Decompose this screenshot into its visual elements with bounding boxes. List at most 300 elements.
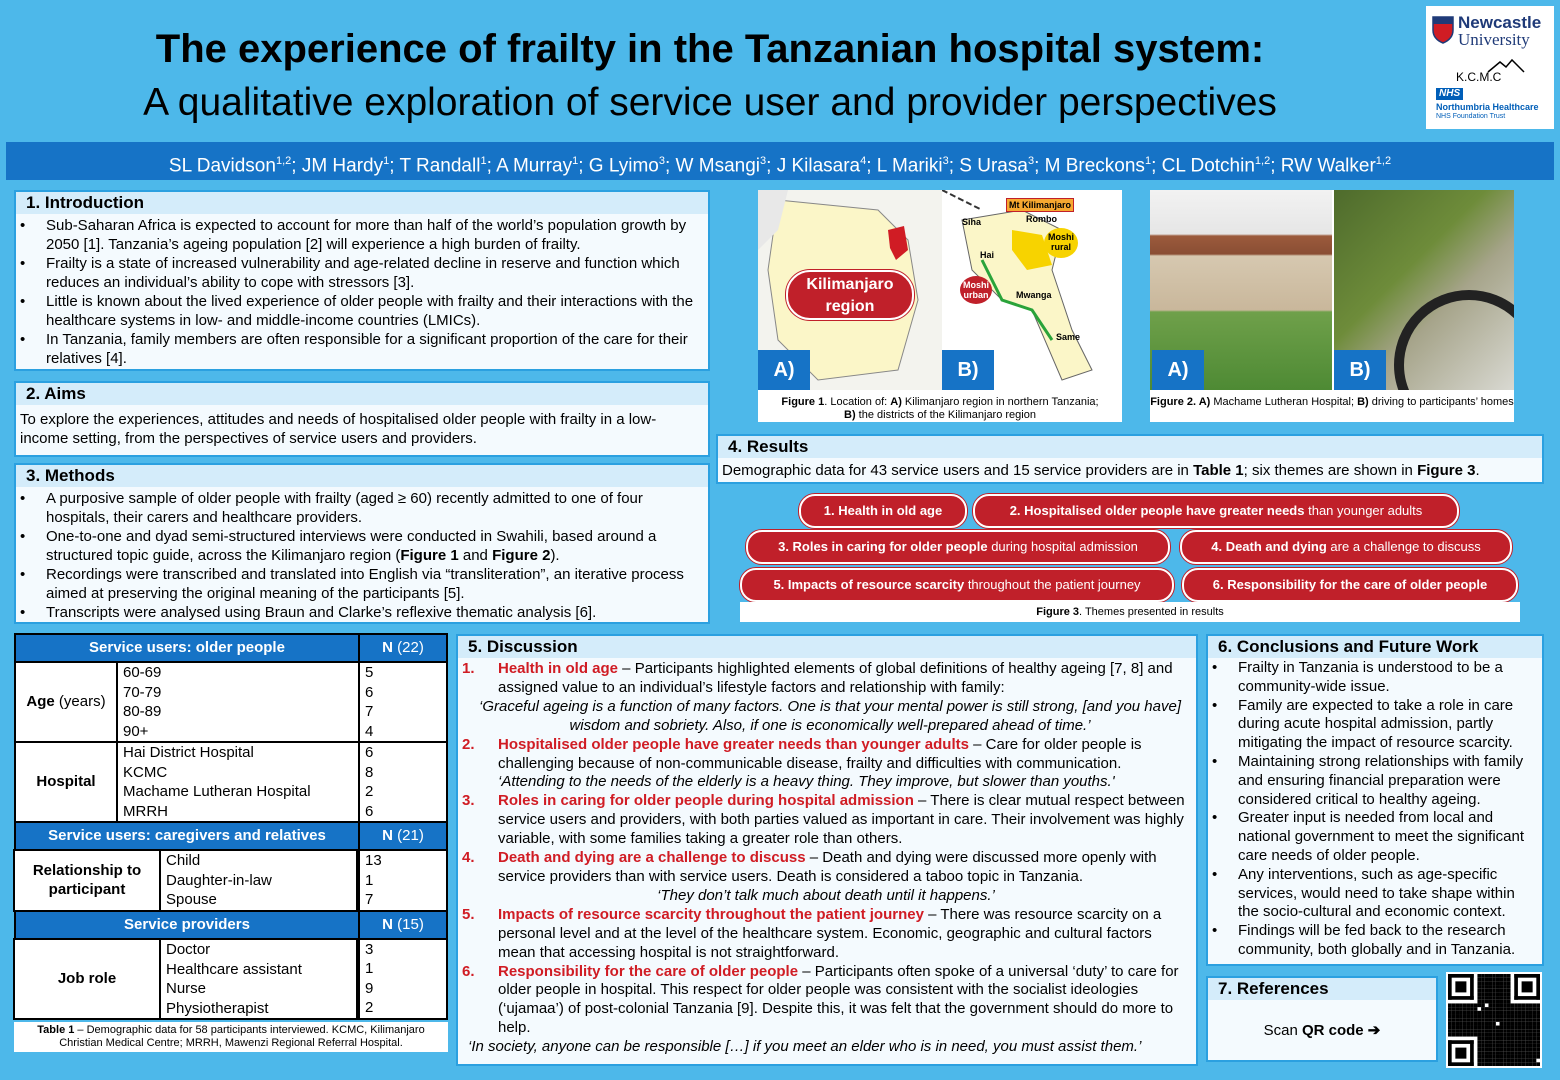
qr-module (1514, 1048, 1518, 1052)
qr-module (1481, 1040, 1485, 1044)
qr-module (1507, 1007, 1511, 1011)
qr-module (1455, 1029, 1459, 1033)
qr-module (1500, 1014, 1504, 1018)
qr-module (1477, 985, 1481, 989)
qr-module (1481, 1044, 1485, 1048)
qr-module (1503, 1044, 1507, 1048)
discussion-text: – Death and dying were discussed more openly with service providers than with service users. Death is considered a taboo topic in Tanzania. (498, 849, 1157, 885)
qr-module (1466, 1018, 1470, 1022)
qr-module (1481, 1003, 1485, 1007)
qr-module (1533, 1011, 1537, 1015)
qr-module (1485, 1040, 1489, 1044)
qr-module (1529, 1029, 1533, 1033)
qr-module (1488, 1018, 1492, 1022)
qr-module (1518, 1040, 1522, 1044)
qr-module (1477, 981, 1481, 985)
relationship-count: 13 (365, 852, 382, 869)
qr-module (1536, 1026, 1540, 1030)
qr-module (1459, 1029, 1463, 1033)
qr-module (1477, 1003, 1481, 1007)
qr-module (1525, 1037, 1529, 1041)
author-affiliation: 4 (860, 155, 867, 167)
qr-module (1529, 1040, 1533, 1044)
discussion-text: – There is clear mutual respect between service users and providers, with both parties valued as important in care. Their involvement was highly variable, with some families taking a greater role than others. (498, 792, 1185, 848)
qr-module (1529, 1026, 1533, 1030)
qr-module (1529, 1007, 1533, 1011)
qr-module (1500, 1037, 1504, 1041)
qr-module (1455, 1048, 1466, 1059)
methods-bullet-2 (16, 527, 702, 565)
qr-module (1514, 1029, 1518, 1033)
qr-module (1500, 1062, 1504, 1066)
qr-module (1492, 992, 1496, 996)
qr-module (1536, 1051, 1540, 1055)
qr-module (1514, 1014, 1518, 1018)
qr-module (1488, 981, 1492, 985)
qr-module (1492, 1033, 1496, 1037)
qr-module (1481, 978, 1485, 982)
qr-module (1514, 996, 1540, 1000)
qr-module (1459, 1018, 1463, 1022)
qr-module (1507, 1003, 1511, 1007)
qr-module (1522, 1022, 1526, 1026)
results-text (716, 458, 1544, 484)
qr-module (1492, 1018, 1496, 1022)
qr-module (1507, 1000, 1511, 1004)
qr-module (1488, 989, 1492, 993)
discussion-title: Death and dying are a challenge to discuss (498, 849, 806, 867)
qr-module (1511, 1037, 1515, 1041)
discussion-item (462, 906, 1190, 963)
hospital-n-cell (359, 742, 447, 822)
qr-module (1448, 1014, 1452, 1018)
relationship-label-cell: Relationship to participant (14, 850, 160, 911)
qr-module (1459, 1026, 1463, 1030)
newcastle-logo (1432, 12, 1548, 52)
qr-module (1488, 985, 1492, 989)
qr-module (1507, 974, 1511, 978)
author-name: T Randall (399, 155, 481, 177)
figure-3-caption-text: . Themes presented in results (1079, 606, 1224, 618)
qr-module (1533, 1026, 1537, 1030)
theme-4-rest: are a challenge to discuss (1326, 539, 1481, 554)
qr-module (1500, 1003, 1504, 1007)
hospital-name: KCMC (123, 763, 168, 781)
qr-module (1503, 1051, 1507, 1055)
qr-module (1533, 1037, 1537, 1041)
qr-module (1485, 992, 1489, 996)
qr-module (1536, 1011, 1540, 1015)
qr-module (1525, 1011, 1529, 1015)
qr-module (1459, 1011, 1463, 1015)
qr-module (1525, 1022, 1529, 1026)
qr-module (1500, 981, 1504, 985)
qr-module (1496, 1040, 1500, 1044)
figure-1-ref: Figure 1 (400, 547, 459, 564)
qr-module (1463, 1014, 1467, 1018)
qr-module (1525, 1040, 1529, 1044)
qr-module (1448, 996, 1474, 1000)
qr-module (1511, 1059, 1515, 1063)
qr-module (1533, 1055, 1537, 1059)
qr-module (1536, 1003, 1540, 1007)
qr-module (1485, 1000, 1489, 1004)
theme-3-rest: during hospital admission (987, 539, 1138, 554)
qr-module (1470, 1003, 1474, 1007)
qr-module (1511, 1033, 1515, 1037)
qr-module (1481, 1062, 1485, 1066)
qr-module (1525, 1026, 1529, 1030)
qr-module (1514, 1051, 1518, 1055)
job-count: 9 (365, 979, 374, 997)
qr-module (1496, 1048, 1500, 1052)
qr-module (1448, 1003, 1452, 1007)
qr-module (1470, 1026, 1474, 1030)
discussion-title: Roles in caring for older people during hospital admission (498, 792, 914, 810)
conclusions-heading: 6. Conclusions and Future Work (1206, 634, 1544, 660)
qr-code[interactable] (1446, 972, 1542, 1068)
qr-module (1525, 1007, 1529, 1011)
qr-module (1481, 1022, 1485, 1026)
qr-module (1481, 1000, 1485, 1004)
qr-module (1488, 1003, 1492, 1007)
qr-module (1529, 1022, 1533, 1026)
author-affiliation: 1,2 (275, 155, 292, 167)
relationship-type: Daughter-in-law (166, 871, 272, 889)
qr-module (1452, 1003, 1456, 1007)
qr-module (1529, 1044, 1533, 1048)
qr-module (1481, 989, 1485, 993)
qr-module (1463, 1029, 1467, 1033)
theme-6-bold: 6. Responsibility for the care of older people (1212, 577, 1488, 592)
qr-module (1525, 1059, 1529, 1063)
qr-module (1503, 989, 1507, 993)
discussion-quote: ‘They don’t talk much about death until it happens.’ (657, 886, 995, 904)
qr-module (1525, 1014, 1529, 1018)
qr-module (1496, 1029, 1500, 1033)
qr-module (1507, 1037, 1511, 1041)
hospital-name: Hai District Hospital (123, 744, 254, 761)
table-1 (14, 633, 448, 1073)
qr-module (1485, 1062, 1489, 1066)
qr-module (1492, 981, 1496, 985)
qr-module (1496, 1003, 1500, 1007)
qr-module (1496, 1044, 1500, 1048)
qr-module (1518, 1011, 1522, 1015)
theme-pill-2 (973, 494, 1459, 528)
age-group: 60-69 (123, 664, 162, 681)
author-name: G Lyimo (588, 155, 659, 177)
references-body[interactable] (1206, 1000, 1438, 1062)
qr-module (1518, 1026, 1522, 1030)
qr-module (1525, 1003, 1529, 1007)
job-n-cell (359, 939, 447, 1019)
qr-module (1470, 1040, 1474, 1066)
qr-module (1496, 992, 1500, 996)
qr-module (1514, 1007, 1518, 1011)
methods-heading: 3. Methods (14, 463, 710, 489)
discussion-item (462, 792, 1190, 849)
qr-module (1500, 992, 1504, 996)
qr-module (1536, 1048, 1540, 1052)
qr-module (1448, 1018, 1452, 1022)
qr-module (1522, 1048, 1526, 1052)
qr-module (1455, 1011, 1459, 1015)
qr-module (1488, 1033, 1492, 1037)
job-title: Nurse (166, 980, 207, 997)
qr-module (1492, 1059, 1496, 1063)
qr-module (1500, 1029, 1504, 1033)
qr-module (1448, 1062, 1474, 1066)
discussion-text: – There was resource scarcity on a personal level and at the level of the healthcare system. Economic, geographic and cultural factors mean that accessing hospital is not straightforward. (498, 905, 1162, 961)
introduction-bullet: • Sub-Saharan Africa is expected to account for more than half of the world’s population growth by 2050 [1]. Tanzania’s ageing population [2] will experience a high burden of frailty. (16, 216, 702, 254)
author-name: S Urasa (959, 155, 1028, 177)
figure-2a-tag: A) (1152, 350, 1204, 390)
n2-value: (21) (393, 827, 424, 845)
mwanga-label: Mwanga (1016, 290, 1052, 300)
qr-module (1496, 1000, 1500, 1004)
discussion-title: Impacts of resource scarcity throughout the patient journey (498, 905, 924, 923)
figure-3-ref: Figure 3 (1417, 462, 1476, 479)
qr-module (1477, 1044, 1481, 1048)
qr-module (1500, 1007, 1504, 1011)
relationships-cell (160, 850, 357, 911)
qr-module (1488, 1014, 1492, 1018)
mt-kilimanjaro-label: Mt Kilimanjaro (1006, 198, 1074, 212)
qr-module (1488, 1059, 1492, 1063)
qr-module (1500, 974, 1504, 978)
discussion-number: 4. (462, 849, 475, 867)
qr-module (1485, 974, 1489, 978)
qr-module (1448, 1029, 1452, 1033)
author-separator: ; (866, 155, 877, 177)
qr-module (1522, 1037, 1526, 1041)
qr-module (1466, 1029, 1470, 1033)
qr-module (1507, 1026, 1511, 1030)
qr-module (1463, 1003, 1467, 1007)
qr-module (1452, 1007, 1456, 1011)
author-affiliation: 1 (383, 155, 390, 167)
arrow-right-icon: ➔ (1363, 1022, 1381, 1039)
job-count: 1 (365, 960, 374, 977)
qr-module (1459, 1033, 1463, 1037)
qr-module (1511, 1003, 1515, 1007)
qr-module (1470, 1029, 1474, 1033)
qr-module (1529, 1037, 1533, 1041)
n3-value: (15) (393, 915, 424, 933)
qr-module (1518, 1014, 1522, 1018)
figure-2-caption-label: Figure 2 (1150, 396, 1193, 408)
qr-module (1511, 1014, 1515, 1018)
qr-module (1507, 989, 1511, 993)
aims-text: To explore the experiences, attitudes and needs of hospitalised older people with frailty in a low-income setting, from the perspectives of service users and providers. (14, 405, 710, 457)
qr-module (1488, 1044, 1492, 1048)
qr-module (1455, 981, 1466, 992)
qr-module (1507, 1048, 1511, 1052)
qr-module (1507, 996, 1511, 1000)
qr-module (1507, 1062, 1511, 1066)
qr-module (1514, 1033, 1518, 1037)
qr-module (1525, 1062, 1529, 1066)
author-name: CL Dotchin (1161, 155, 1255, 177)
qr-module (1522, 1007, 1526, 1011)
qr-module (1488, 1029, 1492, 1033)
author-name: RW Walker (1280, 155, 1376, 177)
qr-module (1485, 1026, 1489, 1030)
qr-module (1496, 989, 1500, 993)
steering-wheel-icon (1394, 290, 1514, 390)
qr-module (1492, 1014, 1496, 1018)
qr-module (1492, 1062, 1496, 1066)
qr-module (1481, 974, 1485, 978)
qr-module (1488, 1037, 1492, 1041)
methods-body (14, 487, 710, 624)
qr-module (1492, 1055, 1496, 1059)
relationship-type: Spouse (166, 891, 217, 908)
age-label-cell (15, 662, 117, 742)
qr-module (1466, 1033, 1470, 1037)
age-unit: (years) (54, 693, 106, 711)
qr-module (1503, 1062, 1507, 1066)
qr-module (1448, 1033, 1452, 1037)
qr-module (1503, 1018, 1507, 1022)
qr-module (1522, 1018, 1526, 1022)
qr-module (1503, 992, 1507, 996)
n1-label: N (382, 639, 393, 657)
qr-module (1466, 1022, 1470, 1026)
qr-code-label: QR code (1301, 1022, 1364, 1039)
qr-module (1525, 1051, 1529, 1055)
qr-module (1470, 1014, 1474, 1018)
qr-module (1459, 1022, 1463, 1026)
qr-module (1503, 1011, 1507, 1015)
job-label-cell: Job role (14, 939, 160, 1019)
qr-module (1507, 992, 1511, 996)
qr-module (1536, 1018, 1540, 1022)
qr-module (1492, 1037, 1496, 1041)
qr-module (1485, 1011, 1489, 1015)
region-label-line-2: region (825, 298, 875, 315)
qr-module (1496, 1059, 1500, 1063)
qr-module (1488, 1026, 1492, 1030)
n3-label: N (382, 915, 393, 933)
qr-module (1455, 1018, 1459, 1022)
qr-module (1514, 1040, 1518, 1044)
theme-pill-5 (740, 568, 1174, 602)
hospital-name: Machame Lutheran Hospital (123, 783, 311, 800)
qr-module (1448, 974, 1452, 1000)
qr-module (1455, 1022, 1459, 1026)
discussion-title: Responsibility for the care of older people (498, 962, 799, 980)
qr-module (1503, 1014, 1507, 1018)
figure-2-caption-text-1: Machame Lutheran Hospital; (1210, 396, 1358, 408)
qr-module (1496, 1018, 1500, 1022)
qr-module (1474, 1003, 1478, 1007)
qr-module (1529, 1003, 1533, 1007)
qr-module (1507, 1044, 1511, 1048)
qr-module (1507, 1051, 1511, 1055)
qr-module (1492, 1000, 1496, 1004)
qr-module (1533, 1048, 1537, 1052)
discussion-heading: 5. Discussion (456, 634, 1198, 660)
discussion-item (462, 736, 1190, 774)
qr-module (1481, 1026, 1485, 1030)
qr-module (1488, 978, 1492, 982)
author-name: L Mariki (876, 155, 943, 177)
qr-module (1477, 1048, 1481, 1052)
poster-subtitle: A qualitative exploration of service user and provider perspectives (143, 81, 1277, 124)
author-affiliation: 1 (572, 155, 579, 167)
qr-module (1452, 1029, 1456, 1033)
hai-label: Hai (980, 250, 995, 260)
qr-module (1518, 1037, 1522, 1041)
qr-module (1536, 1033, 1540, 1037)
methods-list (16, 489, 708, 622)
relationship-n-cell (359, 850, 447, 911)
figure-1b-tag: B) (942, 350, 994, 390)
qr-module (1507, 1055, 1511, 1059)
qr-module (1496, 978, 1500, 982)
qr-module (1477, 1011, 1481, 1015)
table-1-caption-label: Table 1 (37, 1023, 75, 1036)
table-1-caption (14, 1022, 448, 1052)
qr-module (1503, 1037, 1507, 1041)
qr-module (1514, 1022, 1518, 1026)
qr-module (1448, 1040, 1474, 1044)
qr-module (1496, 981, 1500, 985)
qr-module (1536, 1014, 1540, 1018)
qr-module (1452, 1022, 1456, 1026)
theme-2-bold: 2. Hospitalised older people have greater needs (1009, 503, 1305, 518)
age-group: 80-89 (123, 703, 162, 720)
hospital-count: 2 (365, 783, 374, 800)
qr-module (1477, 1000, 1481, 1004)
qr-module (1525, 1055, 1529, 1059)
qr-module (1536, 1044, 1540, 1048)
theme-pill-6 (1182, 568, 1518, 602)
qr-module (1496, 1014, 1500, 1018)
discussion-number: 6. (462, 962, 475, 980)
qr-module (1511, 1051, 1515, 1055)
qr-module (1485, 1048, 1489, 1052)
qr-module (1470, 1022, 1474, 1026)
qr-module (1477, 1059, 1481, 1063)
table-header-n1 (359, 634, 447, 662)
qr-module (1533, 1062, 1537, 1066)
author-affiliation: 1 (1144, 155, 1152, 167)
qr-module (1492, 985, 1496, 989)
author-name: A Murray (496, 155, 573, 177)
qr-module (1500, 1048, 1504, 1052)
qr-module (1500, 1000, 1504, 1004)
qr-module (1448, 1007, 1452, 1011)
moshi-urban-line-1: Moshi (963, 280, 989, 290)
discussion-number: 5. (462, 905, 475, 923)
qr-module (1477, 992, 1481, 996)
author-separator: ; (578, 155, 589, 177)
discussion-item (462, 963, 1190, 1039)
qr-module (1481, 985, 1485, 989)
author-separator: ; (486, 155, 497, 177)
figure-1-caption-label: Figure 1 (781, 396, 825, 408)
hospital-count: 8 (365, 763, 374, 781)
qr-module (1518, 1029, 1522, 1033)
figure-1a-tag: A) (758, 350, 810, 390)
author-affiliation: 3 (942, 155, 949, 167)
discussion-number: 1. (462, 660, 475, 677)
relationship-subtable-cell (15, 850, 359, 911)
conclusions-body (1206, 658, 1544, 966)
